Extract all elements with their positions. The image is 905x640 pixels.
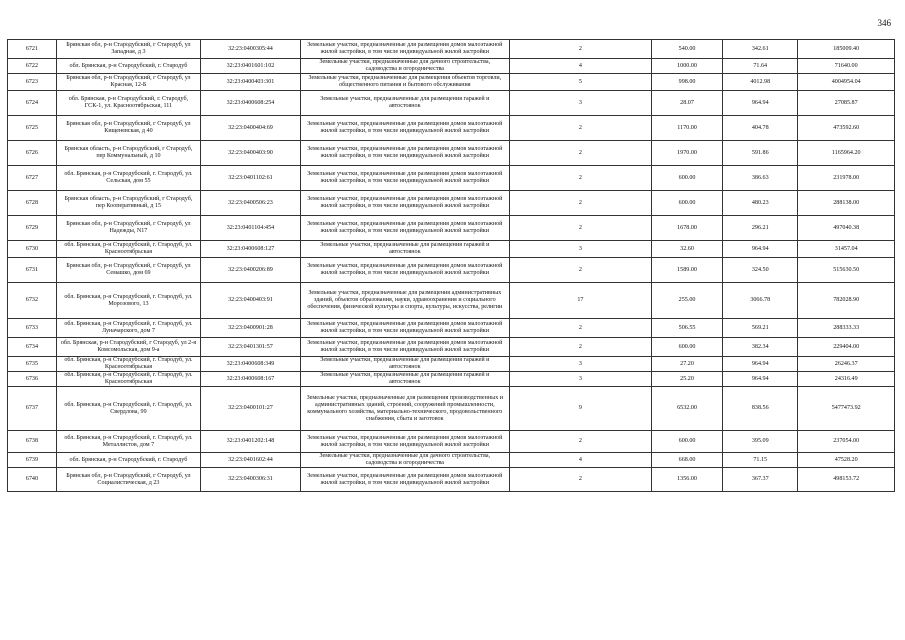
area-cell: 998.00	[652, 74, 723, 91]
table-row	[8, 338, 895, 357]
area-cell: 668.00	[652, 453, 723, 468]
row-number: 6739	[8, 453, 57, 468]
cadastral-number-cell: 32:23:0400608:349	[201, 357, 301, 372]
table-row	[8, 116, 895, 141]
row-number: 6724	[8, 91, 57, 116]
use-code-cell: 2	[509, 191, 651, 216]
use-code-cell: 4	[509, 59, 651, 74]
cadastral-number-cell: 32:23:0400608:127	[201, 241, 301, 258]
cadastral-value-cell: 497040.38	[798, 216, 895, 241]
cadastral-number-cell: 32:23:0400608:167	[201, 372, 301, 387]
cadastral-value-cell: 5477473.92	[798, 387, 895, 431]
area-cell: 255.00	[652, 283, 723, 319]
use-code-cell: 2	[509, 258, 651, 283]
area-cell: 1356.00	[652, 468, 723, 492]
table-row	[8, 468, 895, 492]
row-number: 6729	[8, 216, 57, 241]
row-number: 6721	[8, 40, 57, 59]
row-number: 6733	[8, 319, 57, 338]
specific-value-cell: 296.21	[723, 216, 798, 241]
area-cell: 1970.00	[652, 141, 723, 166]
cadastral-value-cell: 31457.04	[798, 241, 895, 258]
land-use-cell: Земельные участки, предназначенные для размещения объектов торговли, общественного питания и бытового обслуживания	[300, 74, 509, 91]
specific-value-cell: 4012.98	[723, 74, 798, 91]
use-code-cell: 17	[509, 283, 651, 319]
area-cell: 28.07	[652, 91, 723, 116]
land-register-table	[7, 39, 895, 492]
land-use-cell: Земельные участки, предназначенные для размещения домов малоэтажной жилой застройки, в том числе индивидуальной жилой застройки	[300, 431, 509, 453]
cadastral-value-cell: 288138.00	[798, 191, 895, 216]
land-use-cell: Земельные участки, предназначенные для размещения домов малоэтажной жилой застройки, в том числе индивидуальной жилой застройки	[300, 216, 509, 241]
row-number: 6738	[8, 431, 57, 453]
area-cell: 540.00	[652, 40, 723, 59]
address-cell: обл. Брянская, р-н Стародубский, г. Стародуб, ул. Морозового, 13	[56, 283, 200, 319]
cadastral-value-cell: 229404.00	[798, 338, 895, 357]
area-cell: 6532.00	[652, 387, 723, 431]
use-code-cell: 2	[509, 40, 651, 59]
specific-value-cell: 367.37	[723, 468, 798, 492]
row-number: 6740	[8, 468, 57, 492]
table-row	[8, 141, 895, 166]
specific-value-cell: 3066.78	[723, 283, 798, 319]
use-code-cell: 3	[509, 357, 651, 372]
land-use-cell: Земельные участки, предназначенные для дачного строительства, садоводства и огородничества	[300, 453, 509, 468]
land-use-cell: Земельные участки, предназначенные для размещения домов малоэтажной жилой застройки, в том числе индивидуальной жилой застройки	[300, 338, 509, 357]
table-row	[8, 191, 895, 216]
specific-value-cell: 71.15	[723, 453, 798, 468]
cadastral-number-cell: 32:23:0400404:69	[201, 116, 301, 141]
table-row	[8, 357, 895, 372]
cadastral-number-cell: 32:23:0401601:102	[201, 59, 301, 74]
row-number: 6732	[8, 283, 57, 319]
cadastral-number-cell: 32:23:0401202:148	[201, 431, 301, 453]
land-use-cell: Земельные участки, предназначенные для размещения административных зданий, объектов образования, науки, здравоохранения и социального обеспечения, физической культуры и спорта, культуры, искусства, религии	[300, 283, 509, 319]
land-use-cell: Земельные участки, предназначенные для дачного строительства, садоводства и огородничества	[300, 59, 509, 74]
cadastral-value-cell: 185009.40	[798, 40, 895, 59]
table-row	[8, 283, 895, 319]
specific-value-cell: 386.63	[723, 166, 798, 191]
land-use-cell: Земельные участки, предназначенные для размещения домов малоэтажной жилой застройки, в том числе индивидуальной жилой застройки	[300, 141, 509, 166]
row-number: 6735	[8, 357, 57, 372]
row-number: 6722	[8, 59, 57, 74]
specific-value-cell: 591.86	[723, 141, 798, 166]
cadastral-value-cell: 231978.00	[798, 166, 895, 191]
address-cell: обл. Брянская, р-н Стародубский, г Стародуб, ул 2-я Комсомольская, дом 9-а	[56, 338, 200, 357]
cadastral-value-cell: 782028.90	[798, 283, 895, 319]
cadastral-value-cell: 515630.50	[798, 258, 895, 283]
cadastral-value-cell: 26246.37	[798, 357, 895, 372]
table-row	[8, 91, 895, 116]
area-cell: 1678.00	[652, 216, 723, 241]
use-code-cell: 3	[509, 372, 651, 387]
use-code-cell: 2	[509, 141, 651, 166]
table-row	[8, 40, 895, 59]
cadastral-value-cell: 71640.00	[798, 59, 895, 74]
use-code-cell: 2	[509, 166, 651, 191]
address-cell: Брянская область, р-н Стародубский, г Стародуб, пер Коммунальный, д 10	[56, 141, 200, 166]
specific-value-cell: 964.94	[723, 357, 798, 372]
land-use-cell: Земельные участки, предназначенные для размещения домов малоэтажной жилой застройки, в том числе индивидуальной жилой застройки	[300, 116, 509, 141]
table-row	[8, 453, 895, 468]
address-cell: обл. Брянская, р-н Стародубский, г. Стародуб	[56, 59, 200, 74]
row-number: 6725	[8, 116, 57, 141]
table-body	[8, 40, 895, 492]
area-cell: 600.00	[652, 431, 723, 453]
address-cell: обл. Брянская, р-н Стародубский, г. Стародуб, ул. Красноотябрьская	[56, 372, 200, 387]
specific-value-cell: 342.61	[723, 40, 798, 59]
cadastral-number-cell: 32:23:0400403:301	[201, 74, 301, 91]
table-row	[8, 319, 895, 338]
address-cell: обл. Брянская, р-н Стародубский, г. Стародуб, ул. Луначарского, дом 7	[56, 319, 200, 338]
area-cell: 600.00	[652, 166, 723, 191]
cadastral-value-cell: 27085.87	[798, 91, 895, 116]
cadastral-value-cell: 237054.00	[798, 431, 895, 453]
specific-value-cell: 71.64	[723, 59, 798, 74]
specific-value-cell: 382.34	[723, 338, 798, 357]
address-cell: обл. Брянская, р-н Стародубский, г. Стародуб, ул. Сельская, дом 55	[56, 166, 200, 191]
cadastral-value-cell: 1165964.20	[798, 141, 895, 166]
land-use-cell: Земельные участки, предназначенные для размещения домов малоэтажной жилой застройки, в том числе индивидуальной жилой застройки	[300, 166, 509, 191]
cadastral-number-cell: 32:23:0400506:23	[201, 191, 301, 216]
table-row	[8, 74, 895, 91]
land-use-cell: Земельные участки, предназначенные для размещения домов малоэтажной жилой застройки, в том числе индивидуальной жилой застройки	[300, 40, 509, 59]
table-row	[8, 166, 895, 191]
cadastral-number-cell: 32:23:0400403:90	[201, 141, 301, 166]
cadastral-value-cell: 288333.33	[798, 319, 895, 338]
address-cell: обл. Брянская, р-н Стародубский, г. Стародуб, ул. Металлистов, дом 7	[56, 431, 200, 453]
use-code-cell: 2	[509, 116, 651, 141]
specific-value-cell: 324.50	[723, 258, 798, 283]
area-cell: 27.20	[652, 357, 723, 372]
row-number: 6728	[8, 191, 57, 216]
specific-value-cell: 964.94	[723, 241, 798, 258]
land-use-cell: Земельные участки, предназначенные для размещения домов малоэтажной жилой застройки, в том числе индивидуальной жилой застройки	[300, 468, 509, 492]
land-use-cell: Земельные участки, предназначенные для размещения производственных и административных зданий, строений, сооружений промышленности, коммунального хозяйства, материально-технического, продовольственного снабжения, сбыта и заготовок	[300, 387, 509, 431]
cadastral-value-cell: 24316.49	[798, 372, 895, 387]
use-code-cell: 3	[509, 91, 651, 116]
cadastral-value-cell: 473592.60	[798, 116, 895, 141]
table-row	[8, 431, 895, 453]
specific-value-cell: 480.23	[723, 191, 798, 216]
specific-value-cell: 838.56	[723, 387, 798, 431]
cadastral-number-cell: 32:23:0401602:44	[201, 453, 301, 468]
table-row	[8, 258, 895, 283]
row-number: 6737	[8, 387, 57, 431]
table-row	[8, 387, 895, 431]
address-cell: обл. Брянская, р-н Стародубский, г. Стародуб, ул. Свердлова, 99	[56, 387, 200, 431]
land-use-cell: Земельные участки, предназначенные для размещения гаражей и автостоянок	[300, 91, 509, 116]
cadastral-number-cell: 32:23:0401104:454	[201, 216, 301, 241]
area-cell: 600.00	[652, 191, 723, 216]
cadastral-number-cell: 32:23:0401301:57	[201, 338, 301, 357]
address-cell: Брянская обл, р-н Стародубский, г Стародуб, ул Красная, 12-Б	[56, 74, 200, 91]
cadastral-number-cell: 32:23:0400901:28	[201, 319, 301, 338]
cadastral-number-cell: 32:23:0400101:27	[201, 387, 301, 431]
use-code-cell: 9	[509, 387, 651, 431]
area-cell: 600.00	[652, 338, 723, 357]
address-cell: Брянская область, р-н Стародубский, г Стародуб, пер Кооперативный, д 15	[56, 191, 200, 216]
address-cell: обл. Брянская, р-н Стародубский, г. Стародуб, ул. Красноотябрьская	[56, 357, 200, 372]
row-number: 6736	[8, 372, 57, 387]
specific-value-cell: 404.78	[723, 116, 798, 141]
land-use-cell: Земельные участки, предназначенные для размещения гаражей и автостоянок	[300, 372, 509, 387]
address-cell: обл. Брянская, р-н Стародубский, г. Стародуб, ул. Красноотябрьская	[56, 241, 200, 258]
use-code-cell: 4	[509, 453, 651, 468]
row-number: 6726	[8, 141, 57, 166]
use-code-cell: 2	[509, 338, 651, 357]
cadastral-number-cell: 32:23:0400608:254	[201, 91, 301, 116]
address-cell: Брянская обл, р-н Стародубский, г Стародуб, ул Надежды, N17	[56, 216, 200, 241]
specific-value-cell: 569.21	[723, 319, 798, 338]
row-number: 6727	[8, 166, 57, 191]
use-code-cell: 2	[509, 431, 651, 453]
address-cell: Брянская обл, р-н Стародубский, г Стародуб, ул Западная, д 3	[56, 40, 200, 59]
land-use-cell: Земельные участки, предназначенные для размещения домов малоэтажной жилой застройки, в том числе индивидуальной жилой застройки	[300, 191, 509, 216]
address-cell: Брянская обл, р-н Стародубский, г Стародуб, ул Кищеневская, д 40	[56, 116, 200, 141]
cadastral-value-cell: 4004954.04	[798, 74, 895, 91]
table-row	[8, 241, 895, 258]
row-number: 6730	[8, 241, 57, 258]
area-cell: 1589.00	[652, 258, 723, 283]
cadastral-number-cell: 32:23:0400305:44	[201, 40, 301, 59]
cadastral-number-cell: 32:23:0400403:91	[201, 283, 301, 319]
land-use-cell: Земельные участки, предназначенные для размещения домов малоэтажной жилой застройки, в том числе индивидуальной жилой застройки	[300, 258, 509, 283]
table-row	[8, 372, 895, 387]
cadastral-number-cell: 32:23:0400306:31	[201, 468, 301, 492]
land-use-cell: Земельные участки, предназначенные для размещения гаражей и автостоянок	[300, 357, 509, 372]
use-code-cell: 2	[509, 216, 651, 241]
address-cell: обл. Брянская, р-н Стародубский, г. Стародуб	[56, 453, 200, 468]
area-cell: 1170.00	[652, 116, 723, 141]
use-code-cell: 2	[509, 468, 651, 492]
area-cell: 506.55	[652, 319, 723, 338]
use-code-cell: 5	[509, 74, 651, 91]
row-number: 6723	[8, 74, 57, 91]
area-cell: 32.60	[652, 241, 723, 258]
specific-value-cell: 964.94	[723, 372, 798, 387]
use-code-cell: 2	[509, 319, 651, 338]
row-number: 6734	[8, 338, 57, 357]
land-use-cell: Земельные участки, предназначенные для размещения домов малоэтажной жилой застройки, в том числе индивидуальной жилой застройки	[300, 319, 509, 338]
area-cell: 1000.00	[652, 59, 723, 74]
cadastral-number-cell: 32:23:0400206:89	[201, 258, 301, 283]
specific-value-cell: 964.94	[723, 91, 798, 116]
table-row	[8, 59, 895, 74]
specific-value-cell: 395.09	[723, 431, 798, 453]
address-cell: Брянская обл, р-н Стародубский, г Стародуб, ул Социалистическая, д 23	[56, 468, 200, 492]
table-row	[8, 216, 895, 241]
cadastral-number-cell: 32:23:0401102:61	[201, 166, 301, 191]
page-number: 346	[877, 18, 891, 28]
land-use-cell: Земельные участки, предназначенные для размещения гаражей и автостоянок	[300, 241, 509, 258]
use-code-cell: 3	[509, 241, 651, 258]
area-cell: 25.20	[652, 372, 723, 387]
cadastral-value-cell: 498153.72	[798, 468, 895, 492]
row-number: 6731	[8, 258, 57, 283]
cadastral-value-cell: 47528.20	[798, 453, 895, 468]
address-cell: Брянская обл, р-н Стародубский, г Стародуб, ул Семашко, дом 69	[56, 258, 200, 283]
address-cell: обл. Брянская, р-н Стародубский, г. Стародуб, ГСК-1, ул. Красноотябрьская, 111	[56, 91, 200, 116]
